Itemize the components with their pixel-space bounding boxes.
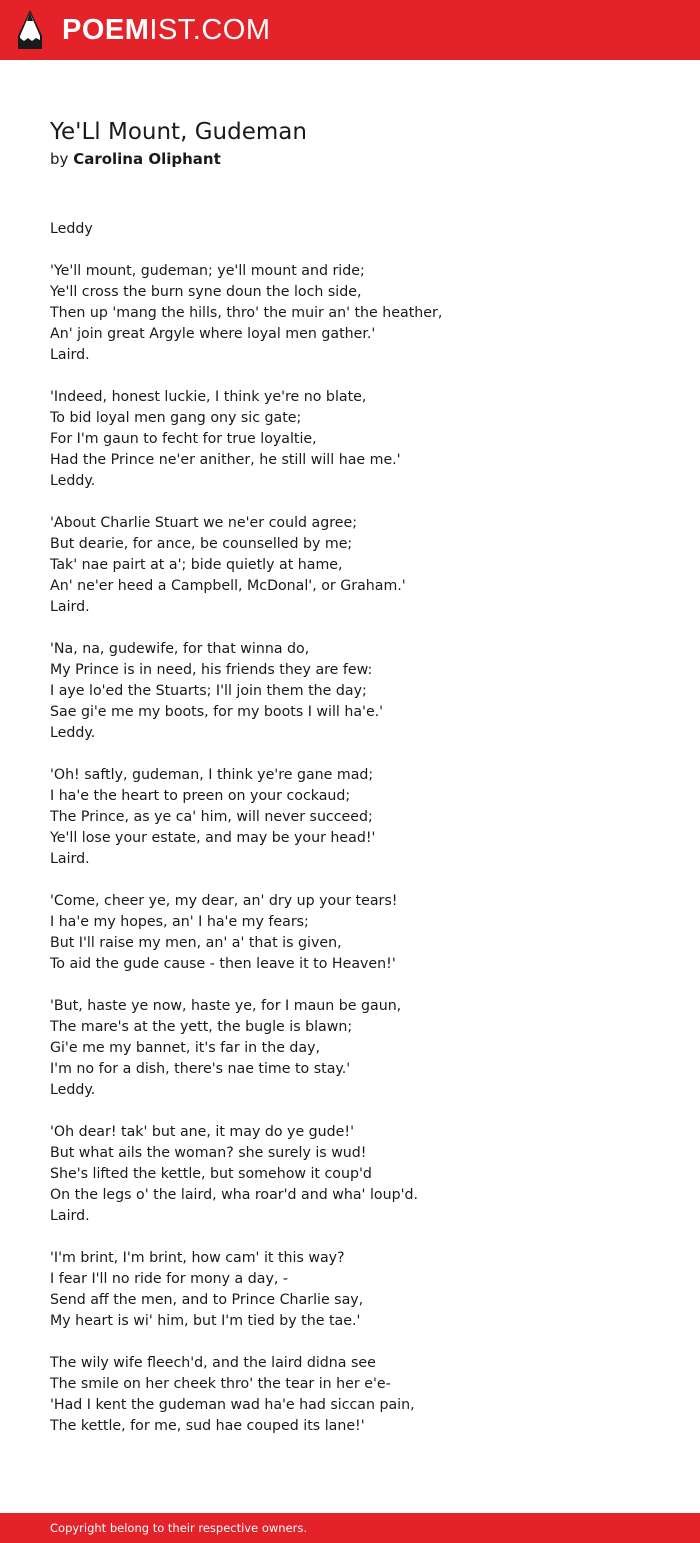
poem-line: The kettle, for me, sud hae couped its lane!' [50,1418,365,1434]
stanza [50,513,670,618]
poem-line: 'Ye'll mount, gudeman; ye'll mount and ride; [50,263,365,279]
poem-line: The wily wife fleech'd, and the laird didna see [50,1355,376,1371]
poem-line: Laird. [50,347,90,363]
poem-line: 'I'm brint, I'm brint, how cam' it this way? [50,1250,345,1266]
stanza [50,1353,670,1437]
poem-line: But I'll raise my men, an' a' that is given, [50,935,342,951]
poem-line: I'm no for a dish, there's nae time to stay.' [50,1061,351,1077]
pencil-logo-icon[interactable] [17,9,43,51]
poem-line: On the legs o' the laird, wha roar'd and wha' loup'd. [50,1187,418,1203]
author-name: Carolina Oliphant [73,150,221,168]
poem-line: My Prince is in need, his friends they are few: [50,662,373,678]
poem-line: To bid loyal men gang ony sic gate; [50,410,302,426]
poem-line: An' ne'er heed a Campbell, McDonal', or Graham.' [50,578,406,594]
poem-line: She's lifted the kettle, but somehow it coup'd [50,1166,372,1182]
poem-line: Leddy [50,221,93,237]
stanza [50,261,670,366]
stanza [50,891,670,975]
poem-line: Send aff the men, and to Prince Charlie say, [50,1292,364,1308]
poem-line: 'But, haste ye now, haste ye, for I maun be gaun, [50,998,402,1014]
poem-body [50,219,670,1458]
stanza [50,996,670,1101]
stanza [50,639,670,744]
poem-line: Laird. [50,851,90,867]
poem-line: Gi'e me my bannet, it's far in the day, [50,1040,321,1056]
poem-line: I fear I'll no ride for mony a day, - [50,1271,288,1287]
site-footer [0,1513,700,1543]
stanza [50,387,670,492]
poem-line: I aye lo'ed the Stuarts; I'll join them the day; [50,683,367,699]
poem-title: Ye'Ll Mount, Gudeman [50,119,307,145]
brand-bold: POEM [62,14,150,46]
poem-line: Ye'll lose your estate, and may be your head!' [50,830,376,846]
poem-line: 'Come, cheer ye, my dear, an' dry up your tears! [50,893,398,909]
poem-line: 'Had I kent the gudeman wad ha'e had siccan pain, [50,1397,415,1413]
byline [50,148,221,170]
poem-line: The mare's at the yett, the bugle is blawn; [50,1019,353,1035]
site-logo[interactable] [62,12,271,48]
poem-line: The smile on her cheek thro' the tear in her e'e- [50,1376,391,1392]
poem-line: But what ails the woman? she surely is wud! [50,1145,367,1161]
poem-line: I ha'e my hopes, an' I ha'e my fears; [50,914,309,930]
stanza [50,1122,670,1227]
poem-line: An' join great Argyle where loyal men gather.' [50,326,376,342]
poem-line: But dearie, for ance, be counselled by me; [50,536,353,552]
poem-line: Laird. [50,599,90,615]
by-label: by [50,150,69,168]
poem-line: 'Na, na, gudewife, for that winna do, [50,641,310,657]
stanza [50,765,670,870]
copyright-text: Copyright belong to their respective owners. [50,1521,308,1535]
poem-line: My heart is wi' him, but I'm tied by the tae.' [50,1313,361,1329]
poem-line: I ha'e the heart to preen on your cockaud; [50,788,351,804]
poem-line: To aid the gude cause - then leave it to Heaven!' [50,956,396,972]
stanza [50,219,670,240]
poem-line: Had the Prince ne'er anither, he still will hae me.' [50,452,401,468]
poem-line: Tak' nae pairt at a'; bide quietly at hame, [50,557,343,573]
poem-line: Then up 'mang the hills, thro' the muir an' the heather, [50,305,443,321]
stanza [50,1248,670,1332]
poem-line: Laird. [50,1208,90,1224]
poem-line: The Prince, as ye ca' him, will never succeed; [50,809,373,825]
poem-line: Leddy. [50,473,96,489]
site-header [0,0,700,60]
poem-line: 'Indeed, honest luckie, I think ye're no blate, [50,389,367,405]
poem-line: For I'm gaun to fecht for true loyaltie, [50,431,317,447]
poem-line: Leddy. [50,1082,96,1098]
poem-line: Sae gi'e me my boots, for my boots I will ha'e.' [50,704,384,720]
brand-light: IST.COM [149,14,271,46]
poem-line: Ye'll cross the burn syne doun the loch side, [50,284,362,300]
poem-line: Leddy. [50,725,96,741]
poem-line: 'About Charlie Stuart we ne'er could agree; [50,515,357,531]
poem-line: 'Oh! saftly, gudeman, I think ye're gane mad; [50,767,374,783]
poem-line: 'Oh dear! tak' but ane, it may do ye gude!' [50,1124,354,1140]
